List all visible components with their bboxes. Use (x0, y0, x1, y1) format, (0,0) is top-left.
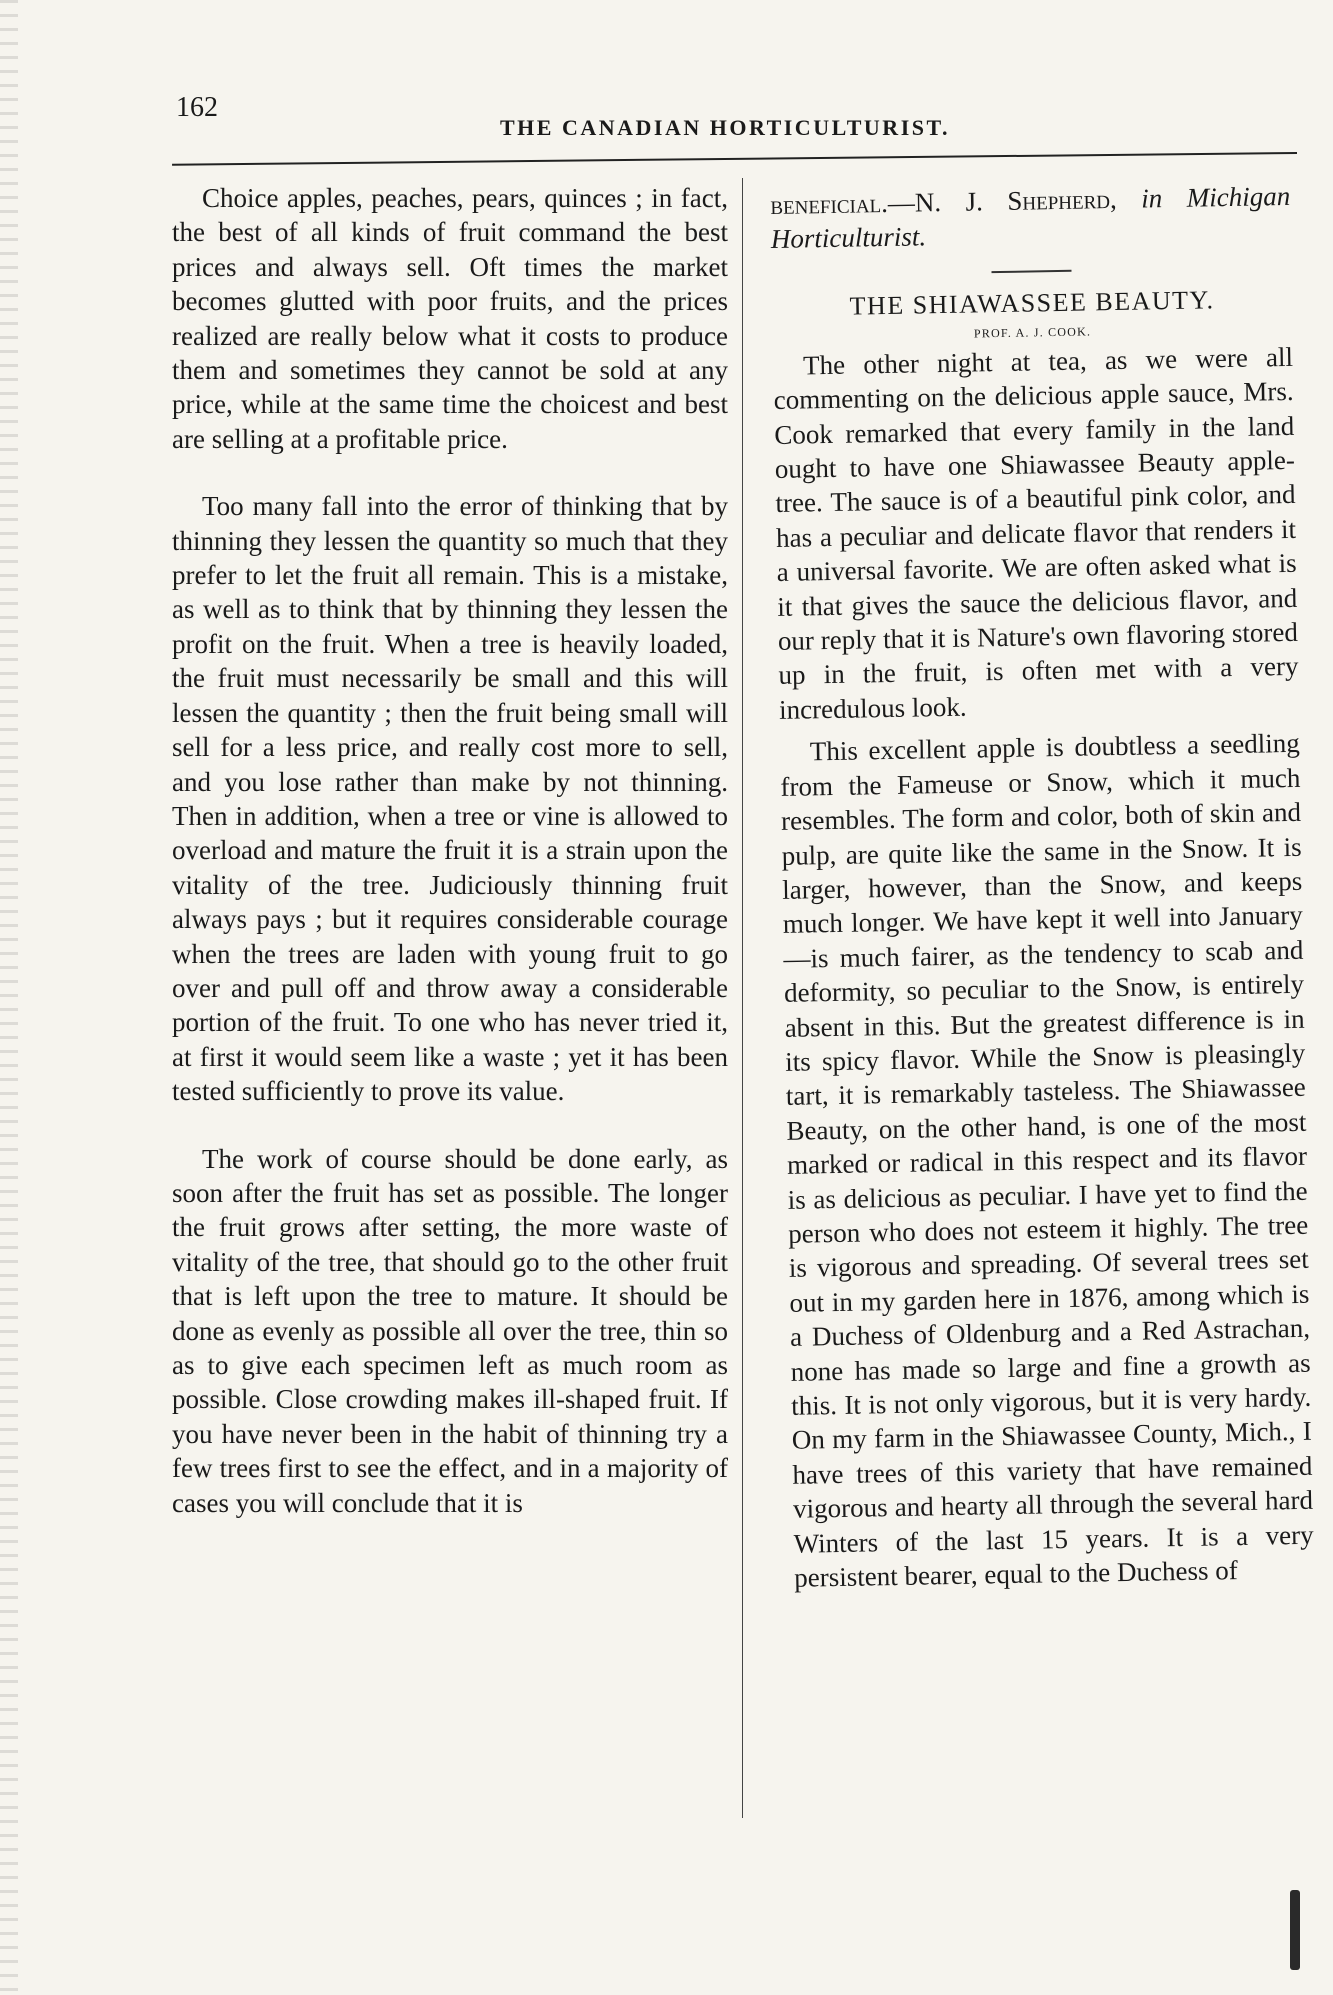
page-number: 162 (176, 92, 218, 123)
article-body (773, 340, 1315, 1596)
header-rule (172, 152, 1297, 166)
article-title: THE SHIAWASSEE BEAUTY. (849, 285, 1215, 321)
attribution-source: in Michigan Horticulturist. (770, 180, 1291, 255)
section-separator (991, 270, 1071, 273)
continuation-text: beneficial.—N. J. Shepherd, (770, 183, 1118, 220)
article-byline: PROF. A. J. COOK. (973, 324, 1092, 341)
column-divider (742, 178, 743, 1818)
left-column (172, 181, 728, 1520)
right-column (770, 179, 1314, 1595)
paragraph: Too many fall into the error of thinking that by thinning they lessen the quantity so much that they prefer to let the fruit all remain. This is a mistake, as well as to think that by thinning they lessen the profit on the fruit. When a tree is heavily loaded, the fruit must necessarily be small and this will lessen the quantity ; then the fruit being small will sell for a less price, and really cost more to sell, and you lose rather than make by not thinning. Then in addition, when a tree or vine is allowed to overload and mature the fruit it is a strain upon the vitality of the tree. Judiciously thinning fruit always pays ; but it requires considerable courage when the trees are laden with young fruit to go over and pull off and throw away a considerable portion of the fruit. To one who has never tried it, at first it would seem like a waste ; yet it has been tested sufficiently to prove its value. (172, 491, 728, 1107)
page-binding-edge (0, 0, 18, 1995)
scan-artifact (1290, 1890, 1300, 1970)
paragraph: This excellent apple is doubtless a seedling from the Fameuse or Snow, which it much resembles. The form and color, both of skin and pulp, are quite like the same in the Snow. It is larger, however, than the Snow, and keeps much longer. We have kept it well into January—is much fairer, as the tendency to scab and deformity, so peculiar to the Snow, is entirely absent in this. But the greatest difference is in its spicy flavor. While the Snow is pleasingly tart, it is remarkably tasteless. The Shiawassee Beauty, on the other hand, is one of the most marked or radical in this respect and its flavor is as delicious as peculiar. I have yet to find the person who does not esteem it highly. The tree is vigorous and spreading. Of several trees set out in my garden here in 1876, among which is a Duchess of Oldenburg and a Red Astrachan, none has made so large and fine a growth as this. It is not only vigorous, but it is very hardy. On my farm in the Shiawassee County, Mich., I have trees of this variety that have remained vigorous and hearty all through the several hard Winters of the last 15 years. It is a very persistent bearer, equal to the Duchess of (780, 728, 1314, 1593)
continuation-paragraph (770, 179, 1291, 257)
paragraph: Choice apples, peaches, pears, quinces ; in fact, the best of all kinds of fruit command the best prices and always sell. Oft times the market becomes glutted with poor fruits, and the prices realized are really below what it costs to produce them and sometimes they cannot be sold at any price, while at the same time the choicest and best are selling at a profitable price. (172, 183, 728, 454)
running-head: THE CANADIAN HORTICULTURIST. (500, 115, 951, 140)
paragraph: The work of course should be done early, as soon after the fruit has set as possible. The longer the fruit grows after setting, the more waste of vitality of the tree, that should go to the other fruit that is left upon the tree to mature. It should be done as evenly as possible all over the tree, thin so as to give each specimen left as much room as possible. Close crowding makes ill-shaped fruit. If you have never been in the habit of thinning try a few trees first to see the effect, and in a majority of cases you will conclude that it is (172, 1143, 728, 1518)
paragraph: The other night at tea, as we were all commenting on the delicious apple sauce, Mrs. Cook remarked that every family in the land ought to have one Shiawassee Beauty apple-tree. The sauce is of a beautiful pink color, and has a peculiar and delicate flavor that renders it a universal favorite. We are often asked what is it that gives the sauce the delicious flavor, and our reply that it is Nature's own flavoring stored up in the fruit, is often met with a very incredulous look. (773, 341, 1299, 725)
